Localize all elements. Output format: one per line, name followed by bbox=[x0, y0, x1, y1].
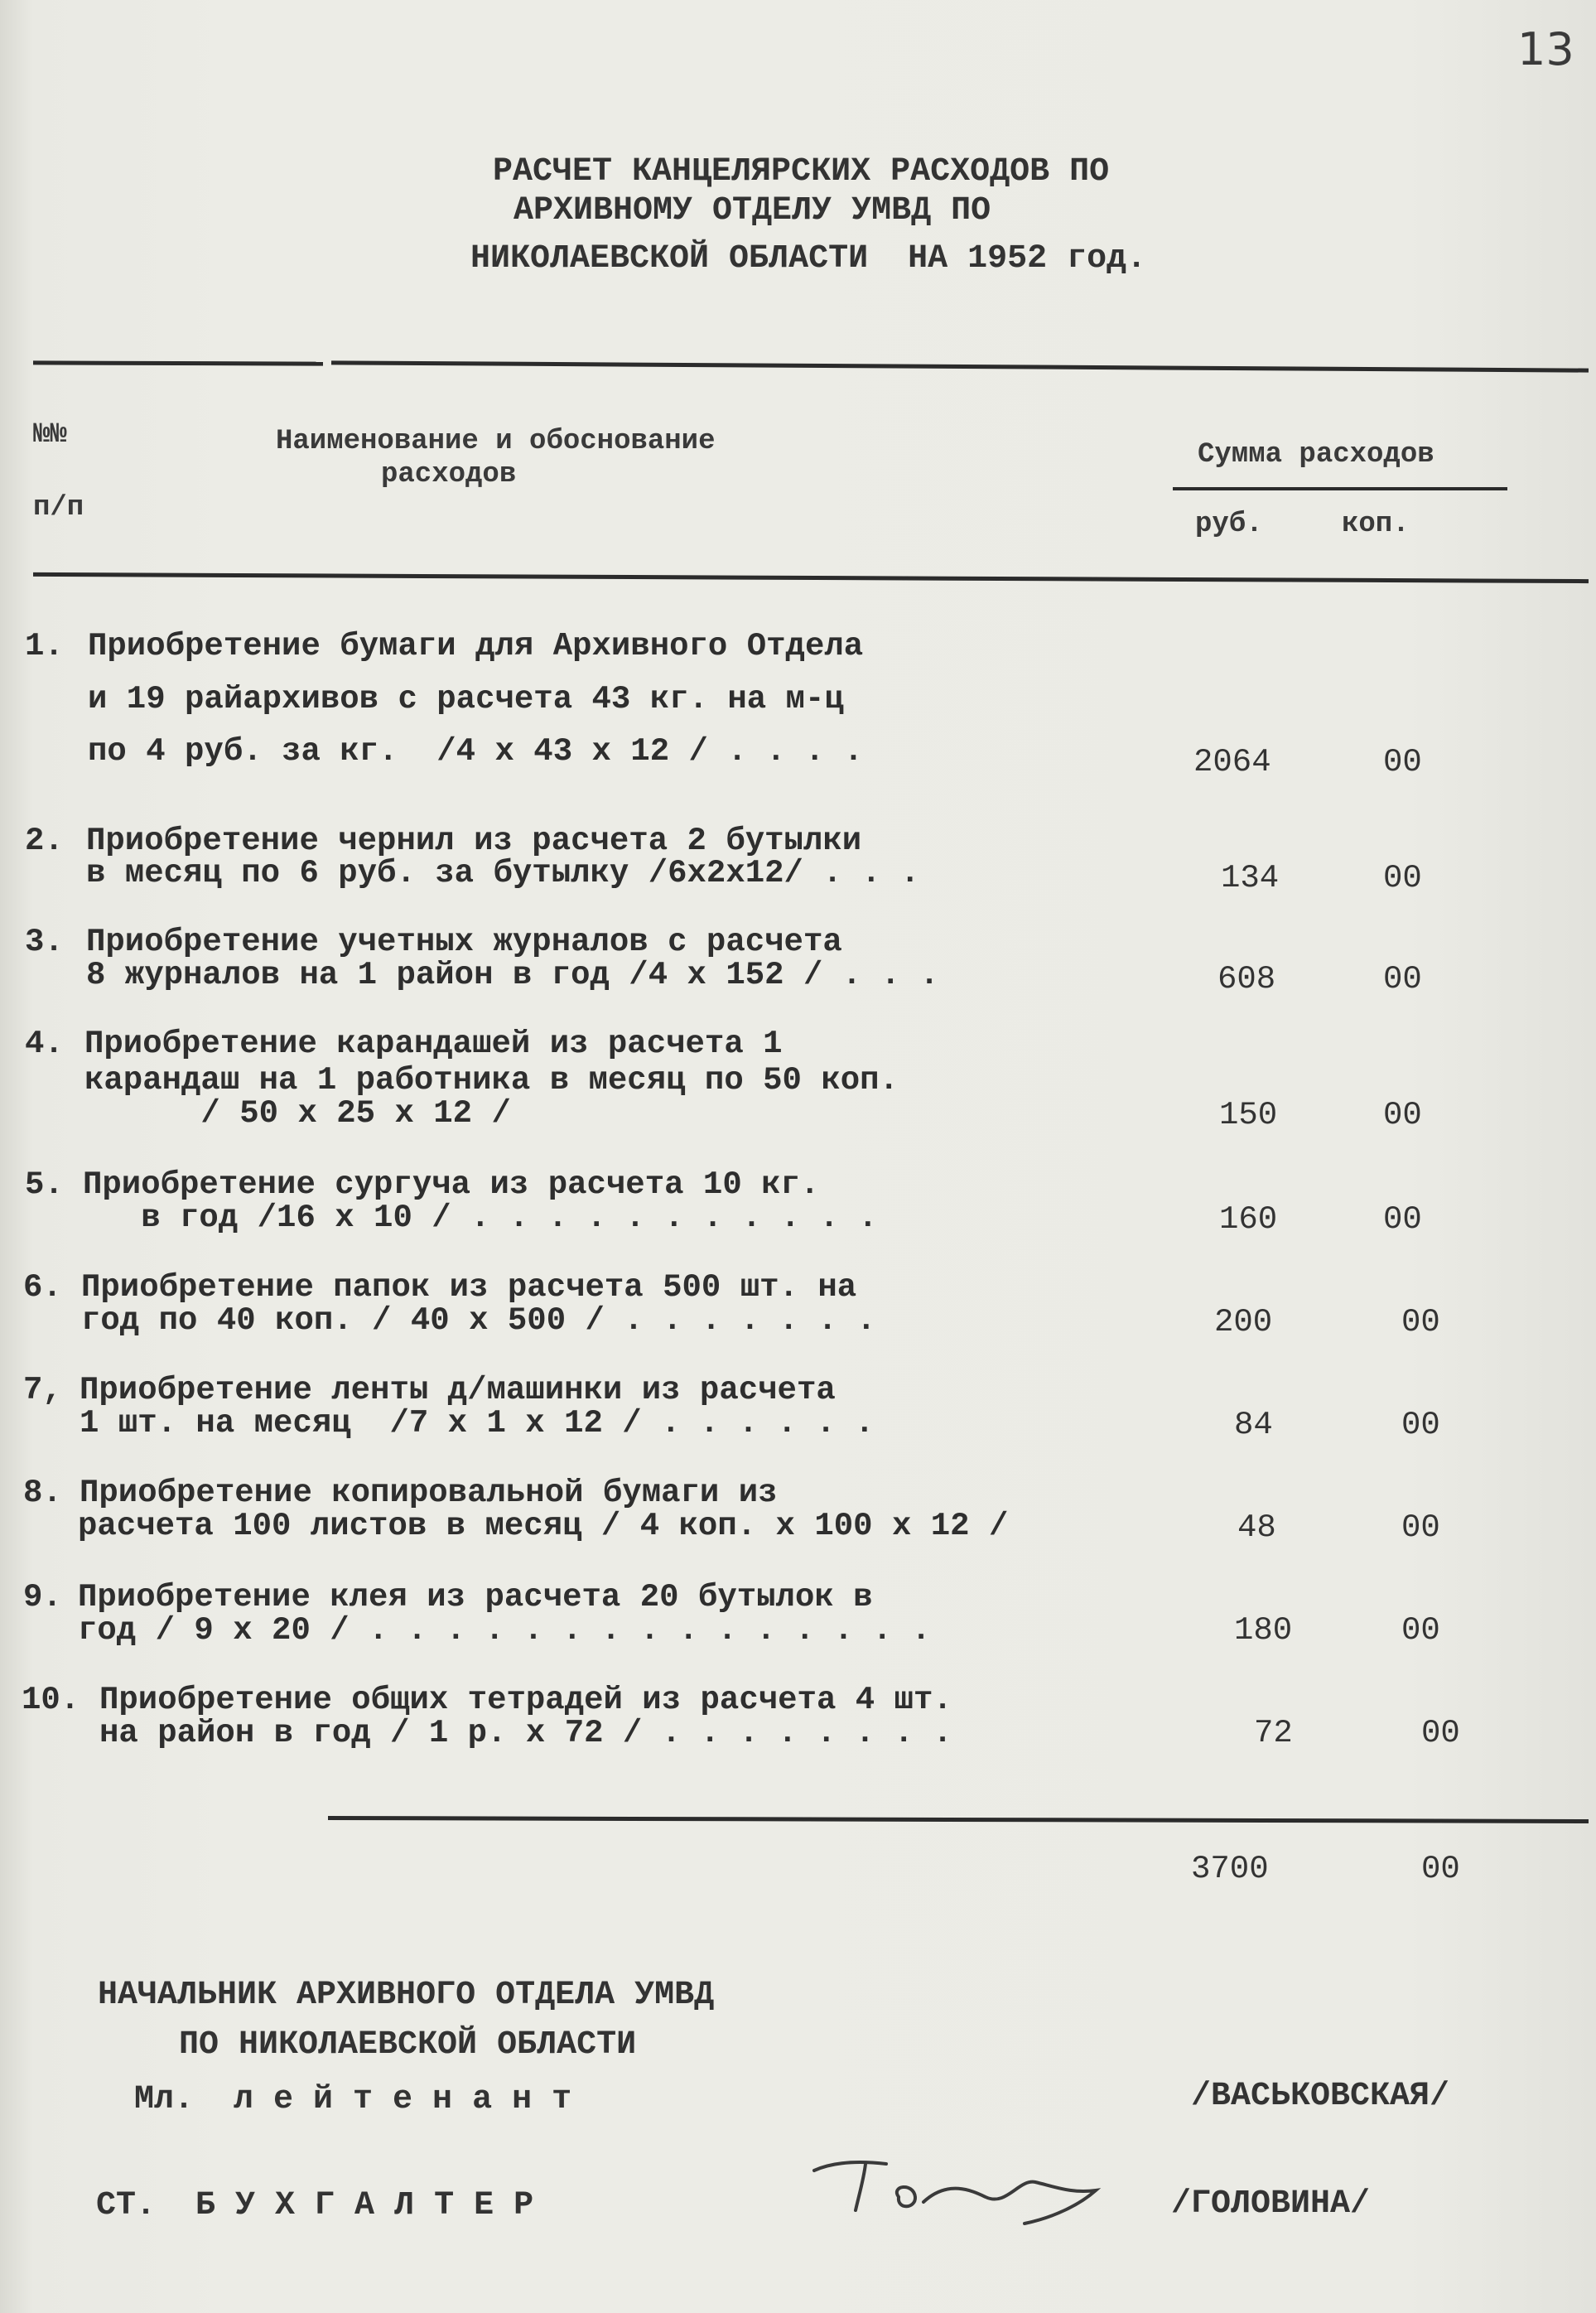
row-rub: 200 bbox=[1214, 1304, 1273, 1340]
row-kop: 00 bbox=[1383, 1097, 1422, 1133]
row-text-line: год / 9 x 20 / . . . . . . . . . . . . . . . bbox=[78, 1612, 931, 1649]
col-kop-label: коп. bbox=[1342, 509, 1410, 540]
header-rule-bottom bbox=[33, 572, 1589, 583]
row-text-line: расчета 100 листов в месяц / 4 коп. x 100 x 12 / bbox=[78, 1508, 1009, 1544]
row-text-line: год по 40 коп. / 40 x 500 / . . . . . . . bbox=[81, 1302, 876, 1339]
row-text-line: Приобретение чернил из расчета 2 бутылки bbox=[86, 823, 862, 859]
chief-rank: Мл. л е й т е н а н т bbox=[134, 2081, 572, 2118]
col-rub-label: руб. bbox=[1195, 509, 1263, 540]
row-number: 2. bbox=[25, 823, 64, 859]
row-text-line: 8 журналов на 1 район в год /4 x 152 / . . . bbox=[86, 957, 939, 993]
row-text-line: Приобретение копировальной бумаги из bbox=[80, 1475, 778, 1511]
col-num-label-1: №№ bbox=[33, 419, 67, 451]
title-line-3: НИКОЛАЕВСКОЙ ОБЛАСТИ НА 1952 год. bbox=[470, 240, 1147, 278]
row-kop: 00 bbox=[1383, 860, 1422, 896]
row-kop: 00 bbox=[1401, 1612, 1440, 1649]
col-num-label-2: п/п bbox=[33, 492, 84, 524]
col-sum-label: Сумма расходов bbox=[1198, 439, 1434, 471]
accountant-name: /ГОЛОВИНА/ bbox=[1171, 2185, 1371, 2223]
chief-title-line-2: ПО НИКОЛАЕВСКОЙ ОБЛАСТИ bbox=[179, 2026, 637, 2064]
row-number: 3. bbox=[25, 924, 64, 960]
col-name-label-2: расходов bbox=[381, 459, 517, 490]
total-kop: 00 bbox=[1421, 1851, 1460, 1887]
row-rub: 150 bbox=[1219, 1097, 1278, 1133]
row-kop: 00 bbox=[1383, 961, 1422, 997]
row-kop: 00 bbox=[1401, 1509, 1440, 1546]
sum-underline bbox=[1173, 487, 1507, 490]
row-kop: 00 bbox=[1383, 744, 1422, 780]
row-text-line: 1 шт. на месяц /7 x 1 x 12 / . . . . . . bbox=[80, 1405, 875, 1441]
row-number: 10. bbox=[22, 1682, 80, 1718]
title-line-2: АРХИВНОМУ ОТДЕЛУ УМВД ПО bbox=[514, 192, 991, 229]
row-rub: 48 bbox=[1237, 1509, 1276, 1546]
row-kop: 00 bbox=[1383, 1201, 1422, 1238]
row-number: 1. bbox=[25, 628, 64, 664]
row-text-line: Приобретение папок из расчета 500 шт. на bbox=[81, 1269, 857, 1306]
header-rule-top-left bbox=[33, 360, 323, 365]
title-line-1: РАСЧЕТ КАНЦЕЛЯРСКИХ РАСХОДОВ ПО bbox=[493, 153, 1110, 191]
page-number: 13 bbox=[1517, 23, 1574, 75]
row-text-line: / 50 x 25 x 12 / bbox=[84, 1095, 511, 1132]
row-rub: 160 bbox=[1219, 1201, 1278, 1238]
accountant-title: СТ. Б У Х Г А Л Т Е Р bbox=[96, 2187, 534, 2224]
row-number: 4. bbox=[25, 1026, 64, 1062]
row-text-line: и 19 райархивов с расчета 43 кг. на м-ц bbox=[88, 681, 844, 717]
row-rub: 84 bbox=[1234, 1407, 1273, 1443]
row-kop: 00 bbox=[1401, 1407, 1440, 1443]
row-text-line: по 4 руб. за кг. /4 x 43 x 12 / . . . . bbox=[88, 733, 864, 770]
total-rule bbox=[328, 1816, 1589, 1823]
row-number: 5. bbox=[25, 1166, 64, 1203]
row-text-line: Приобретение учетных журналов с расчета bbox=[86, 924, 842, 960]
row-text-line: Приобретение сургуча из расчета 10 кг. bbox=[83, 1166, 820, 1203]
row-text-line: на район в год / 1 р. x 72 / . . . . . . . . bbox=[99, 1715, 952, 1751]
col-name-label-1: Наименование и обоснование bbox=[276, 426, 716, 457]
row-kop: 00 bbox=[1421, 1715, 1460, 1751]
row-rub: 608 bbox=[1217, 961, 1276, 997]
row-rub: 180 bbox=[1234, 1612, 1293, 1649]
row-number: 9. bbox=[23, 1579, 62, 1615]
row-text-line: в месяц по 6 руб. за бутылку /6x2x12/ . . . bbox=[86, 855, 920, 891]
row-text-line: карандаш на 1 работника в месяц по 50 коп. bbox=[84, 1062, 899, 1099]
row-rub: 2064 bbox=[1193, 744, 1271, 780]
total-rub: 3700 bbox=[1191, 1851, 1269, 1887]
header-rule-top bbox=[331, 360, 1589, 372]
row-text-line: Приобретение бумаги для Архивного Отдела bbox=[88, 628, 864, 664]
row-number: 6. bbox=[23, 1269, 62, 1306]
chief-name: /ВАСЬКОВСКАЯ/ bbox=[1191, 2078, 1450, 2115]
handwritten-signature-image bbox=[808, 2146, 1114, 2237]
row-rub: 72 bbox=[1254, 1715, 1293, 1751]
row-text-line: Приобретение карандашей из расчета 1 bbox=[84, 1026, 783, 1062]
row-text-line: Приобретение клея из расчета 20 бутылок в bbox=[78, 1579, 873, 1615]
row-number: 7, bbox=[23, 1372, 62, 1408]
chief-title-line-1: НАЧАЛЬНИК АРХИВНОГО ОТДЕЛА УМВД bbox=[98, 1977, 715, 2014]
row-text-line: Приобретение общих тетрадей из расчета 4 шт. bbox=[99, 1682, 952, 1718]
row-rub: 134 bbox=[1221, 860, 1280, 896]
row-text-line: Приобретение ленты д/машинки из расчета bbox=[80, 1372, 836, 1408]
row-number: 8. bbox=[23, 1475, 62, 1511]
row-text-line: в год /16 x 10 / . . . . . . . . . . . bbox=[83, 1200, 878, 1236]
row-kop: 00 bbox=[1401, 1304, 1440, 1340]
